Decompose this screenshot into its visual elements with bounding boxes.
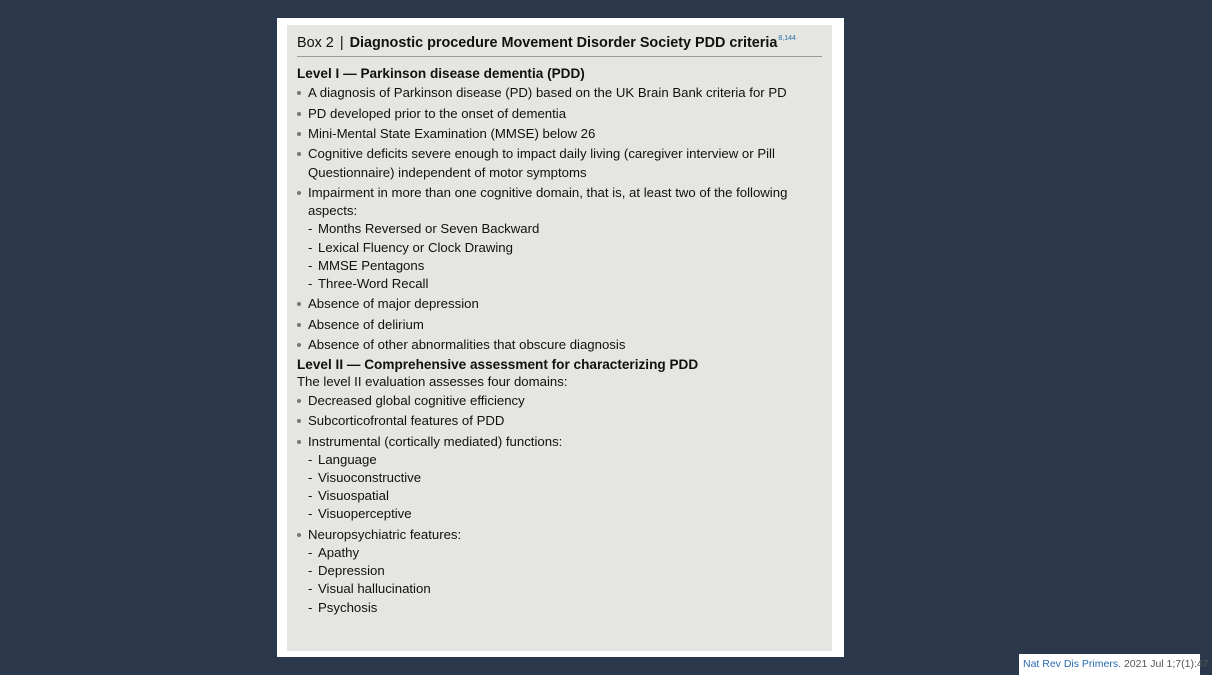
criteria-item bbox=[297, 316, 822, 334]
bullet-icon bbox=[297, 440, 301, 444]
box-separator: | bbox=[339, 35, 344, 51]
criteria-item-text: PD developed prior to the onset of dementia bbox=[308, 105, 567, 121]
bullet-icon bbox=[297, 323, 301, 327]
dash-icon: - bbox=[308, 451, 313, 467]
sub-criteria-text: Visuoconstructive bbox=[318, 469, 422, 485]
level1-heading: Level I — Parkinson disease dementia (PDD) bbox=[297, 66, 585, 81]
dash-icon: - bbox=[308, 506, 313, 522]
criteria-item-text: Instrumental (cortically mediated) functions: bbox=[308, 433, 563, 449]
box-label: Box 2 bbox=[297, 35, 334, 51]
criteria-item-text: Absence of delirium bbox=[308, 316, 424, 332]
level2-heading: Level II — Comprehensive assessment for characterizing PDD bbox=[297, 356, 699, 372]
sub-criteria-list bbox=[308, 544, 822, 617]
bullet-icon bbox=[297, 343, 301, 347]
dash-icon: - bbox=[308, 581, 313, 597]
criteria-item bbox=[297, 184, 822, 293]
sub-criteria-item bbox=[308, 487, 822, 505]
dash-icon: - bbox=[308, 221, 313, 237]
criteria-item bbox=[297, 336, 822, 354]
dash-icon: - bbox=[308, 599, 313, 615]
citation bbox=[1019, 654, 1212, 675]
sub-criteria-list bbox=[308, 220, 822, 293]
criteria-item bbox=[297, 145, 822, 181]
bullet-icon bbox=[297, 191, 301, 195]
criteria-item-text: Impairment in more than one cognitive domain, that is, at least two of the following aspects: bbox=[308, 184, 788, 219]
sub-criteria-text: Lexical Fluency or Clock Drawing bbox=[318, 239, 513, 255]
bullet-icon bbox=[297, 152, 301, 156]
box-title bbox=[297, 30, 822, 57]
dash-icon: - bbox=[308, 239, 313, 255]
sub-criteria-text: MMSE Pentagons bbox=[318, 257, 425, 273]
dash-icon: - bbox=[308, 544, 313, 560]
sub-criteria-text: Visual hallucination bbox=[318, 581, 431, 597]
sub-criteria-item bbox=[308, 562, 822, 580]
criteria-item-text: Absence of other abnormalities that obscure diagnosis bbox=[308, 337, 626, 353]
sub-criteria-text: Depression bbox=[318, 563, 385, 579]
reference-link[interactable]: 8,144 bbox=[778, 35, 796, 42]
sub-criteria-item bbox=[308, 580, 822, 598]
criteria-item bbox=[297, 125, 822, 143]
dash-icon: - bbox=[308, 257, 313, 273]
sub-criteria-item bbox=[308, 469, 822, 487]
dash-icon: - bbox=[308, 563, 313, 579]
criteria-item bbox=[297, 526, 822, 617]
criteria-item bbox=[297, 295, 822, 313]
criteria-item bbox=[297, 105, 822, 123]
sub-criteria-item bbox=[308, 599, 822, 617]
sub-criteria-text: Three-Word Recall bbox=[318, 275, 429, 291]
sub-criteria-item bbox=[308, 544, 822, 562]
level2-list bbox=[297, 392, 822, 617]
sub-criteria-text: Language bbox=[318, 451, 377, 467]
bullet-icon bbox=[297, 533, 301, 537]
bullet-icon bbox=[297, 91, 301, 95]
bullet-icon bbox=[297, 419, 301, 423]
criteria-item bbox=[297, 412, 822, 430]
criteria-box bbox=[287, 25, 832, 651]
criteria-item-text: Decreased global cognitive efficiency bbox=[308, 392, 525, 408]
level1-list bbox=[297, 84, 822, 354]
sub-criteria-item bbox=[308, 220, 822, 238]
dash-icon: - bbox=[308, 488, 313, 504]
citation-details: 2021 Jul 1;7(1):47. bbox=[1123, 658, 1212, 670]
criteria-item bbox=[297, 84, 822, 102]
criteria-item-text: Cognitive deficits severe enough to impact daily living (caregiver interview or Pill Questionnaire) independent of motor symptoms bbox=[308, 146, 775, 180]
sub-criteria-text: Visuoperceptive bbox=[318, 506, 412, 522]
bullet-icon bbox=[297, 399, 301, 403]
dash-icon: - bbox=[308, 469, 313, 485]
criteria-item-text: A diagnosis of Parkinson disease (PD) based on the UK Brain Bank criteria for PD bbox=[308, 85, 787, 101]
sub-criteria-item bbox=[308, 257, 822, 275]
bullet-icon bbox=[297, 132, 301, 136]
criteria-item-text: Absence of major depression bbox=[308, 296, 479, 312]
criteria-item-text: Neuropsychiatric features: bbox=[308, 526, 462, 542]
sub-criteria-text: Psychosis bbox=[318, 599, 378, 615]
sub-criteria-list bbox=[308, 451, 822, 524]
criteria-item-text: Subcorticofrontal features of PDD bbox=[308, 413, 505, 429]
level2-intro: The level II evaluation assesses four domains: bbox=[297, 373, 568, 389]
sub-criteria-item bbox=[308, 239, 822, 257]
figure-card bbox=[277, 18, 844, 657]
sub-criteria-item bbox=[308, 451, 822, 469]
dash-icon: - bbox=[308, 275, 313, 291]
box-title-text: Diagnostic procedure Movement Disorder Society PDD criteria bbox=[349, 35, 778, 51]
sub-criteria-item bbox=[308, 505, 822, 523]
sub-criteria-text: Months Reversed or Seven Backward bbox=[318, 221, 540, 237]
citation-journal-link[interactable]: Nat Rev Dis Primers. bbox=[1023, 658, 1122, 670]
sub-criteria-text: Visuospatial bbox=[318, 488, 389, 504]
criteria-item bbox=[297, 433, 822, 524]
bullet-icon bbox=[297, 302, 301, 306]
bullet-icon bbox=[297, 112, 301, 116]
sub-criteria-text: Apathy bbox=[318, 544, 360, 560]
sub-criteria-item bbox=[308, 275, 822, 293]
criteria-item-text: Mini-Mental State Examination (MMSE) below 26 bbox=[308, 125, 596, 141]
criteria-item bbox=[297, 392, 822, 410]
